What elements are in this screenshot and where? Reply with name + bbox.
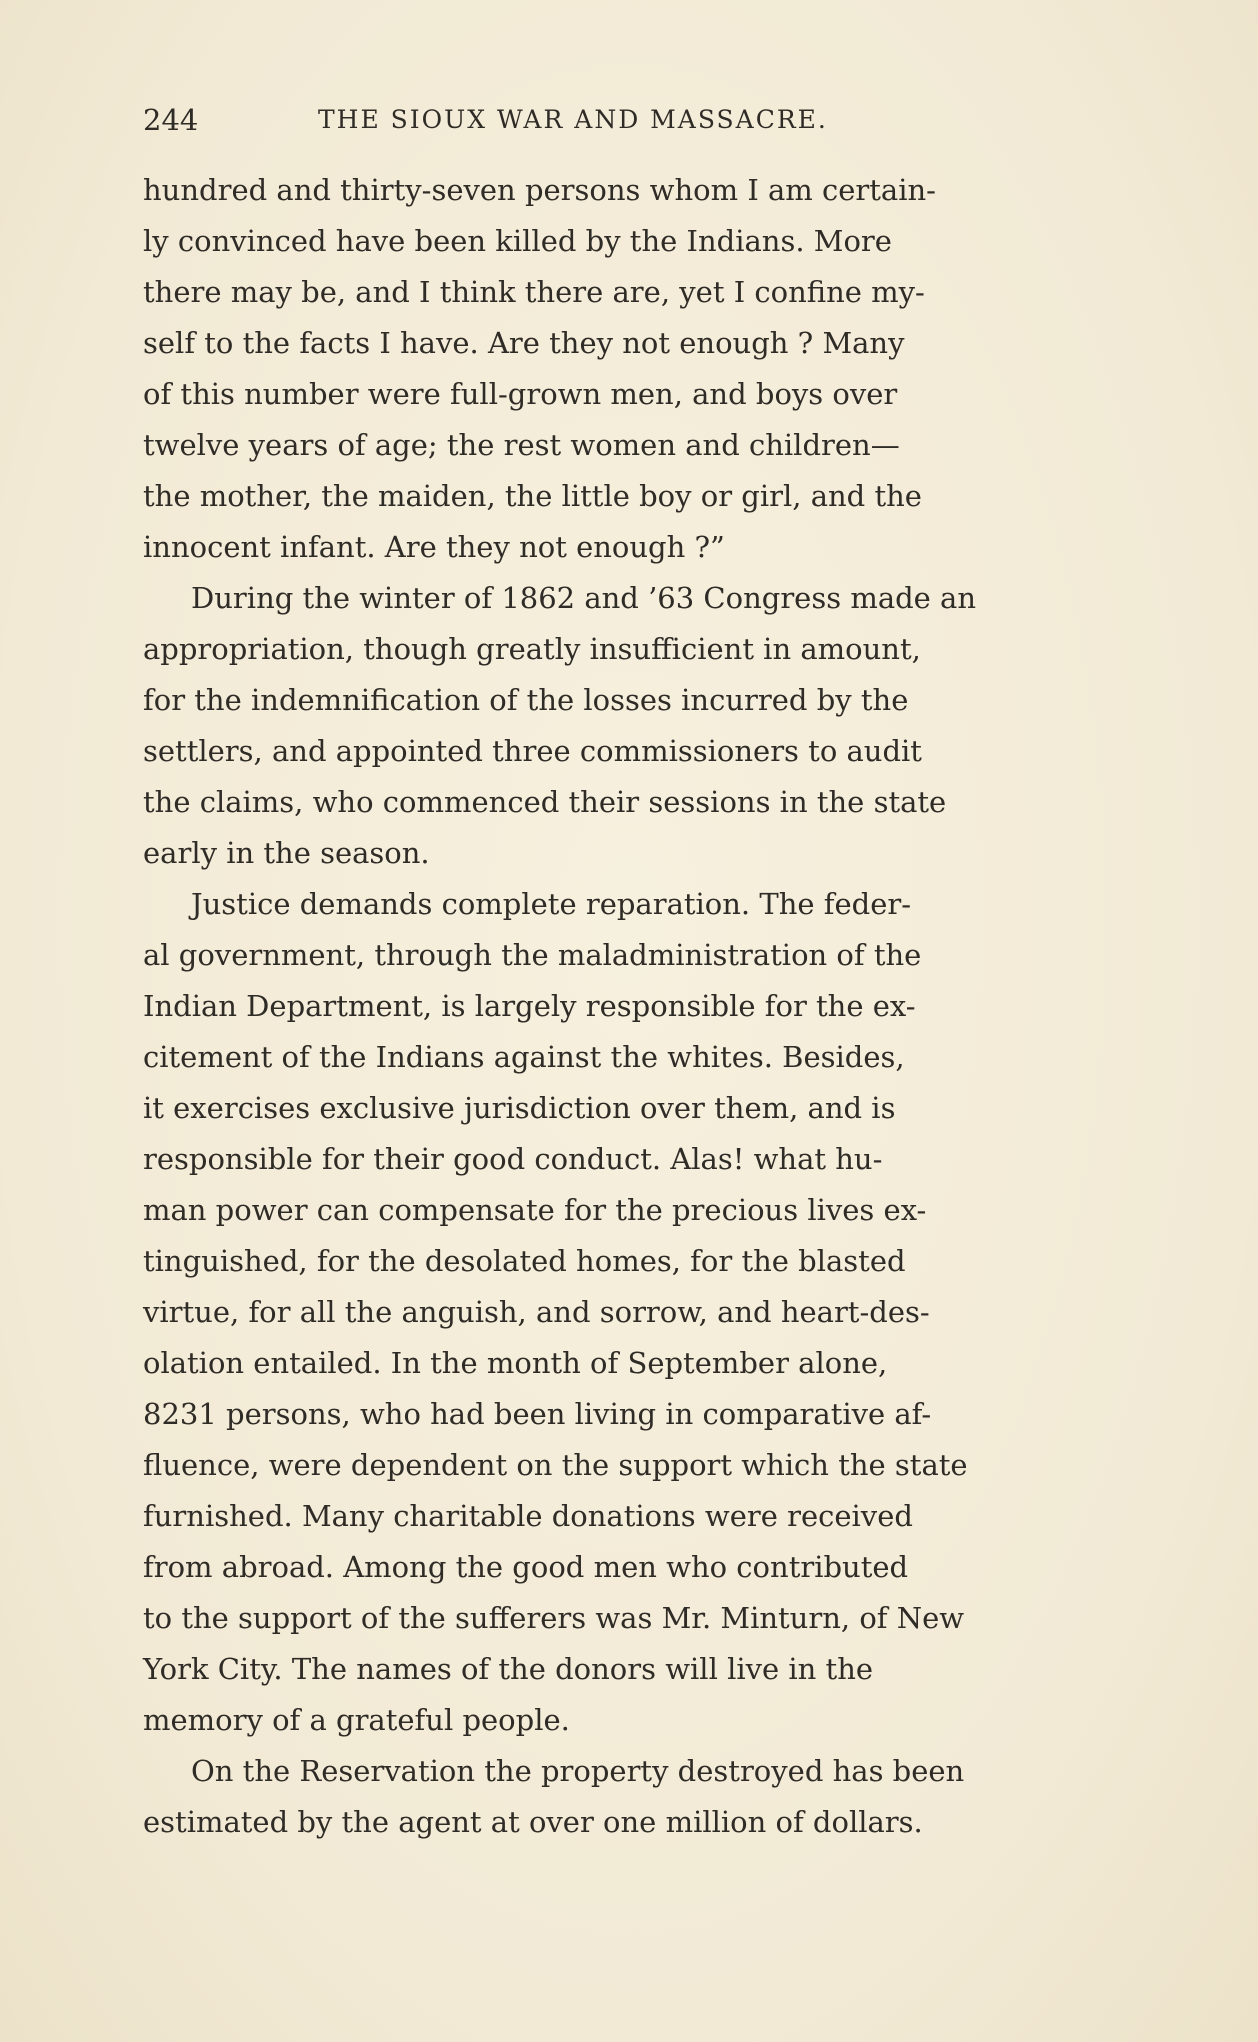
text-line: responsible for their good conduct. Alas! what hu- (143, 1142, 883, 1176)
text-line: of this number were full-grown men, and boys over (143, 377, 898, 411)
text-line: it exercises exclusive jurisdiction over them, and is (143, 1091, 896, 1125)
paragraph-first-line: On the Reservation the property destroyed has been (191, 1754, 965, 1788)
page-number: 244 (143, 103, 199, 137)
text-line: innocent infant. Are they not enough ?” (143, 530, 725, 564)
text-line: estimated by the agent at over one million of dollars. (143, 1805, 923, 1839)
running-title: THE SIOUX WAR AND MASSACRE. (318, 105, 828, 134)
text-line: furnished. Many charitable donations were received (143, 1499, 913, 1533)
paragraph-first-line: During the winter of 1862 and ’63 Congress made an (191, 581, 977, 615)
text-line: appropriation, though greatly insufficient in amount, (143, 632, 921, 666)
text-line: tinguished, for the desolated homes, for the blasted (143, 1244, 906, 1278)
paragraph-first-line: Justice demands complete reparation. The feder- (191, 887, 912, 921)
text-line: York City. The names of the donors will live in the (143, 1652, 874, 1686)
text-line: to the support of the sufferers was Mr. Minturn, of New (143, 1601, 965, 1635)
text-line: Indian Department, is largely responsible for the ex- (143, 989, 916, 1023)
text-line: olation entailed. In the month of September alone, (143, 1346, 888, 1380)
text-line: ly convinced have been killed by the Indians. More (143, 224, 892, 258)
text-line: fluence, were dependent on the support which the state (143, 1448, 968, 1482)
running-head (143, 100, 1121, 140)
text-line: there may be, and I think there are, yet I confine my- (143, 275, 925, 309)
text-line: man power can compensate for the precious lives ex- (143, 1193, 927, 1227)
text-line: early in the season. (143, 836, 430, 870)
text-line: the claims, who commenced their sessions in the state (143, 785, 947, 819)
text-line: for the indemnification of the losses incurred by the (143, 683, 909, 717)
text-line: citement of the Indians against the whites. Besides, (143, 1040, 905, 1074)
text-line: 8231 persons, who had been living in comparative af- (143, 1397, 932, 1431)
text-line: al government, through the maladministration of the (143, 938, 922, 972)
text-line: twelve years of age; the rest women and children— (143, 428, 900, 462)
text-line: from abroad. Among the good men who contributed (143, 1550, 909, 1584)
body-text (143, 165, 1121, 1848)
text-line: hundred and thirty-seven persons whom I am certain- (143, 173, 936, 207)
text-line: virtue, for all the anguish, and sorrow, and heart-des- (143, 1295, 930, 1329)
text-line: memory of a grateful people. (143, 1703, 570, 1737)
text-line: the mother, the maiden, the little boy or girl, and the (143, 479, 922, 513)
text-line: settlers, and appointed three commissioners to audit (143, 734, 922, 768)
text-line: self to the facts I have. Are they not enough ? Many (143, 326, 905, 360)
